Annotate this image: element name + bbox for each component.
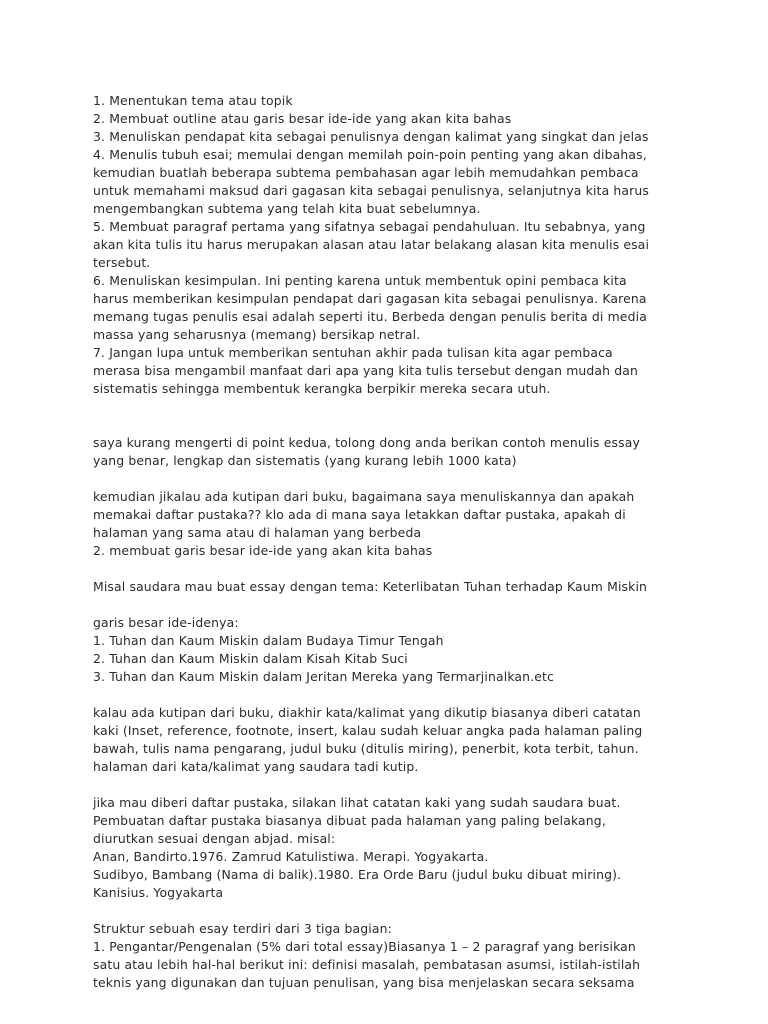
blank-line — [93, 776, 673, 794]
text-line: 2. Membuat outline atau garis besar ide-ide yang akan kita bahas — [93, 111, 512, 126]
text-line: 5. Membuat paragraf pertama yang sifatnya sebagai pendahuluan. Itu sebabnya, yang — [93, 219, 646, 234]
example-theme-paragraph — [93, 578, 673, 596]
text-line: diurutkan sesuai dengan abjad. misal: — [93, 831, 336, 846]
text-line: 7. Jangan lupa untuk memberikan sentuhan akhir pada tulisan kita agar pembaca — [93, 345, 613, 360]
text-line: untuk memahami maksud dari gagasan kita sebagai penulisnya, selanjutnya kita harus — [93, 183, 649, 198]
text-line: 1. Menentukan tema atau topik — [93, 93, 293, 108]
bibliography-paragraph — [93, 794, 673, 902]
text-line: 3. Menuliskan pendapat kita sebagai penulisnya dengan kalimat yang singkat dan jelas — [93, 129, 649, 144]
text-line: Struktur sebuah esay terdiri dari 3 tiga bagian: — [93, 921, 392, 936]
blank-line — [93, 470, 673, 488]
text-line: 2. membuat garis besar ide-ide yang akan kita bahas — [93, 543, 433, 558]
text-line: 1. Tuhan dan Kaum Miskin dalam Budaya Timur Tengah — [93, 633, 444, 648]
text-line: halaman yang sama atau di halaman yang berbeda — [93, 525, 422, 540]
text-line: sistematis sehingga membentuk kerangka berpikir mereka secara utuh. — [93, 381, 551, 396]
text-line: garis besar ide-idenya: — [93, 615, 239, 630]
blank-line — [93, 398, 673, 416]
text-line: Anan, Bandirto.1976. Zamrud Katulistiwa. Merapi. Yogyakarta. — [93, 849, 489, 864]
blank-line — [93, 902, 673, 920]
text-line: Kanisius. Yogyakarta — [93, 885, 224, 900]
structure-paragraph — [93, 920, 673, 992]
text-line: memang tugas penulis esai adalah seperti itu. Berbeda dengan penulis berita di media — [93, 309, 647, 324]
text-line: harus memberikan kesimpulan pendapat dari gagasan kita sebagai penulisnya. Karena — [93, 291, 647, 306]
essay-steps-paragraph — [93, 92, 673, 398]
text-line: saya kurang mengerti di point kedua, tolong dong anda berikan contoh menulis essay — [93, 435, 640, 450]
citation-paragraph — [93, 704, 673, 776]
text-line: 3. Tuhan dan Kaum Miskin dalam Jeritan Mereka yang Termarjinalkan.etc — [93, 669, 555, 684]
text-line: Misal saudara mau buat essay dengan tema: Keterlibatan Tuhan terhadap Kaum Miskin — [93, 579, 648, 594]
text-line: jika mau diberi daftar pustaka, silakan lihat catatan kaki yang sudah saudara buat. — [93, 795, 621, 810]
text-line: Sudibyo, Bambang (Nama di balik).1980. Era Orde Baru (judul buku dibuat miring). — [93, 867, 622, 882]
text-line: massa yang seharusnya (memang) bersikap netral. — [93, 327, 421, 342]
blank-line — [93, 560, 673, 578]
text-line: yang benar, lengkap dan sistematis (yang kurang lebih 1000 kata) — [93, 453, 517, 468]
citation-question-paragraph — [93, 488, 673, 560]
text-line: kemudian buatlah beberapa subtema pembahasan agar lebih memudahkan pembaca — [93, 165, 639, 180]
text-line: bawah, tulis nama pengarang, judul buku (ditulis miring), penerbit, kota terbit, tahun. — [93, 741, 639, 756]
text-line: kaki (Inset, reference, footnote, insert, kalau sudah keluar angka pada halaman paling — [93, 723, 643, 738]
text-line: satu atau lebih hal-hal berikut ini: definisi masalah, pembatasan asumsi, istilah-istilah — [93, 957, 641, 972]
text-line: akan kita tulis itu harus merupakan alasan atau latar belakang alasan kita menulis esai — [93, 237, 650, 252]
question-paragraph — [93, 434, 673, 470]
text-line: 4. Menulis tubuh esai; memulai dengan memilah poin-poin penting yang akan dibahas, — [93, 147, 647, 162]
text-line: kemudian jikalau ada kutipan dari buku, bagaimana saya menuliskannya dan apakah — [93, 489, 635, 504]
text-line: 6. Menuliskan kesimpulan. Ini penting karena untuk membentuk opini pembaca kita — [93, 273, 627, 288]
text-line: tersebut. — [93, 255, 151, 270]
blank-line — [93, 686, 673, 704]
text-line: mengembangkan subtema yang telah kita buat sebelumnya. — [93, 201, 481, 216]
text-line: teknis yang digunakan dan tujuan penulisan, yang bisa menjelaskan secara seksama — [93, 975, 635, 990]
text-line: Pembuatan daftar pustaka biasanya dibuat pada halaman yang paling belakang, — [93, 813, 606, 828]
outline-paragraph — [93, 614, 673, 686]
text-line: halaman dari kata/kalimat yang saudara tadi kutip. — [93, 759, 419, 774]
blank-line — [93, 416, 673, 434]
blank-line — [93, 596, 673, 614]
text-line: memakai daftar pustaka?? klo ada di mana saya letakkan daftar pustaka, apakah di — [93, 507, 626, 522]
text-line: kalau ada kutipan dari buku, diakhir kata/kalimat yang dikutip biasanya diberi catatan — [93, 705, 641, 720]
text-line: merasa bisa mengambil manfaat dari apa yang kita tulis tersebut dengan mudah dan — [93, 363, 639, 378]
text-line: 1. Pengantar/Pengenalan (5% dari total essay)Biasanya 1 – 2 paragraf yang berisikan — [93, 939, 636, 954]
text-line: 2. Tuhan dan Kaum Miskin dalam Kisah Kitab Suci — [93, 651, 408, 666]
document-page — [93, 92, 673, 992]
